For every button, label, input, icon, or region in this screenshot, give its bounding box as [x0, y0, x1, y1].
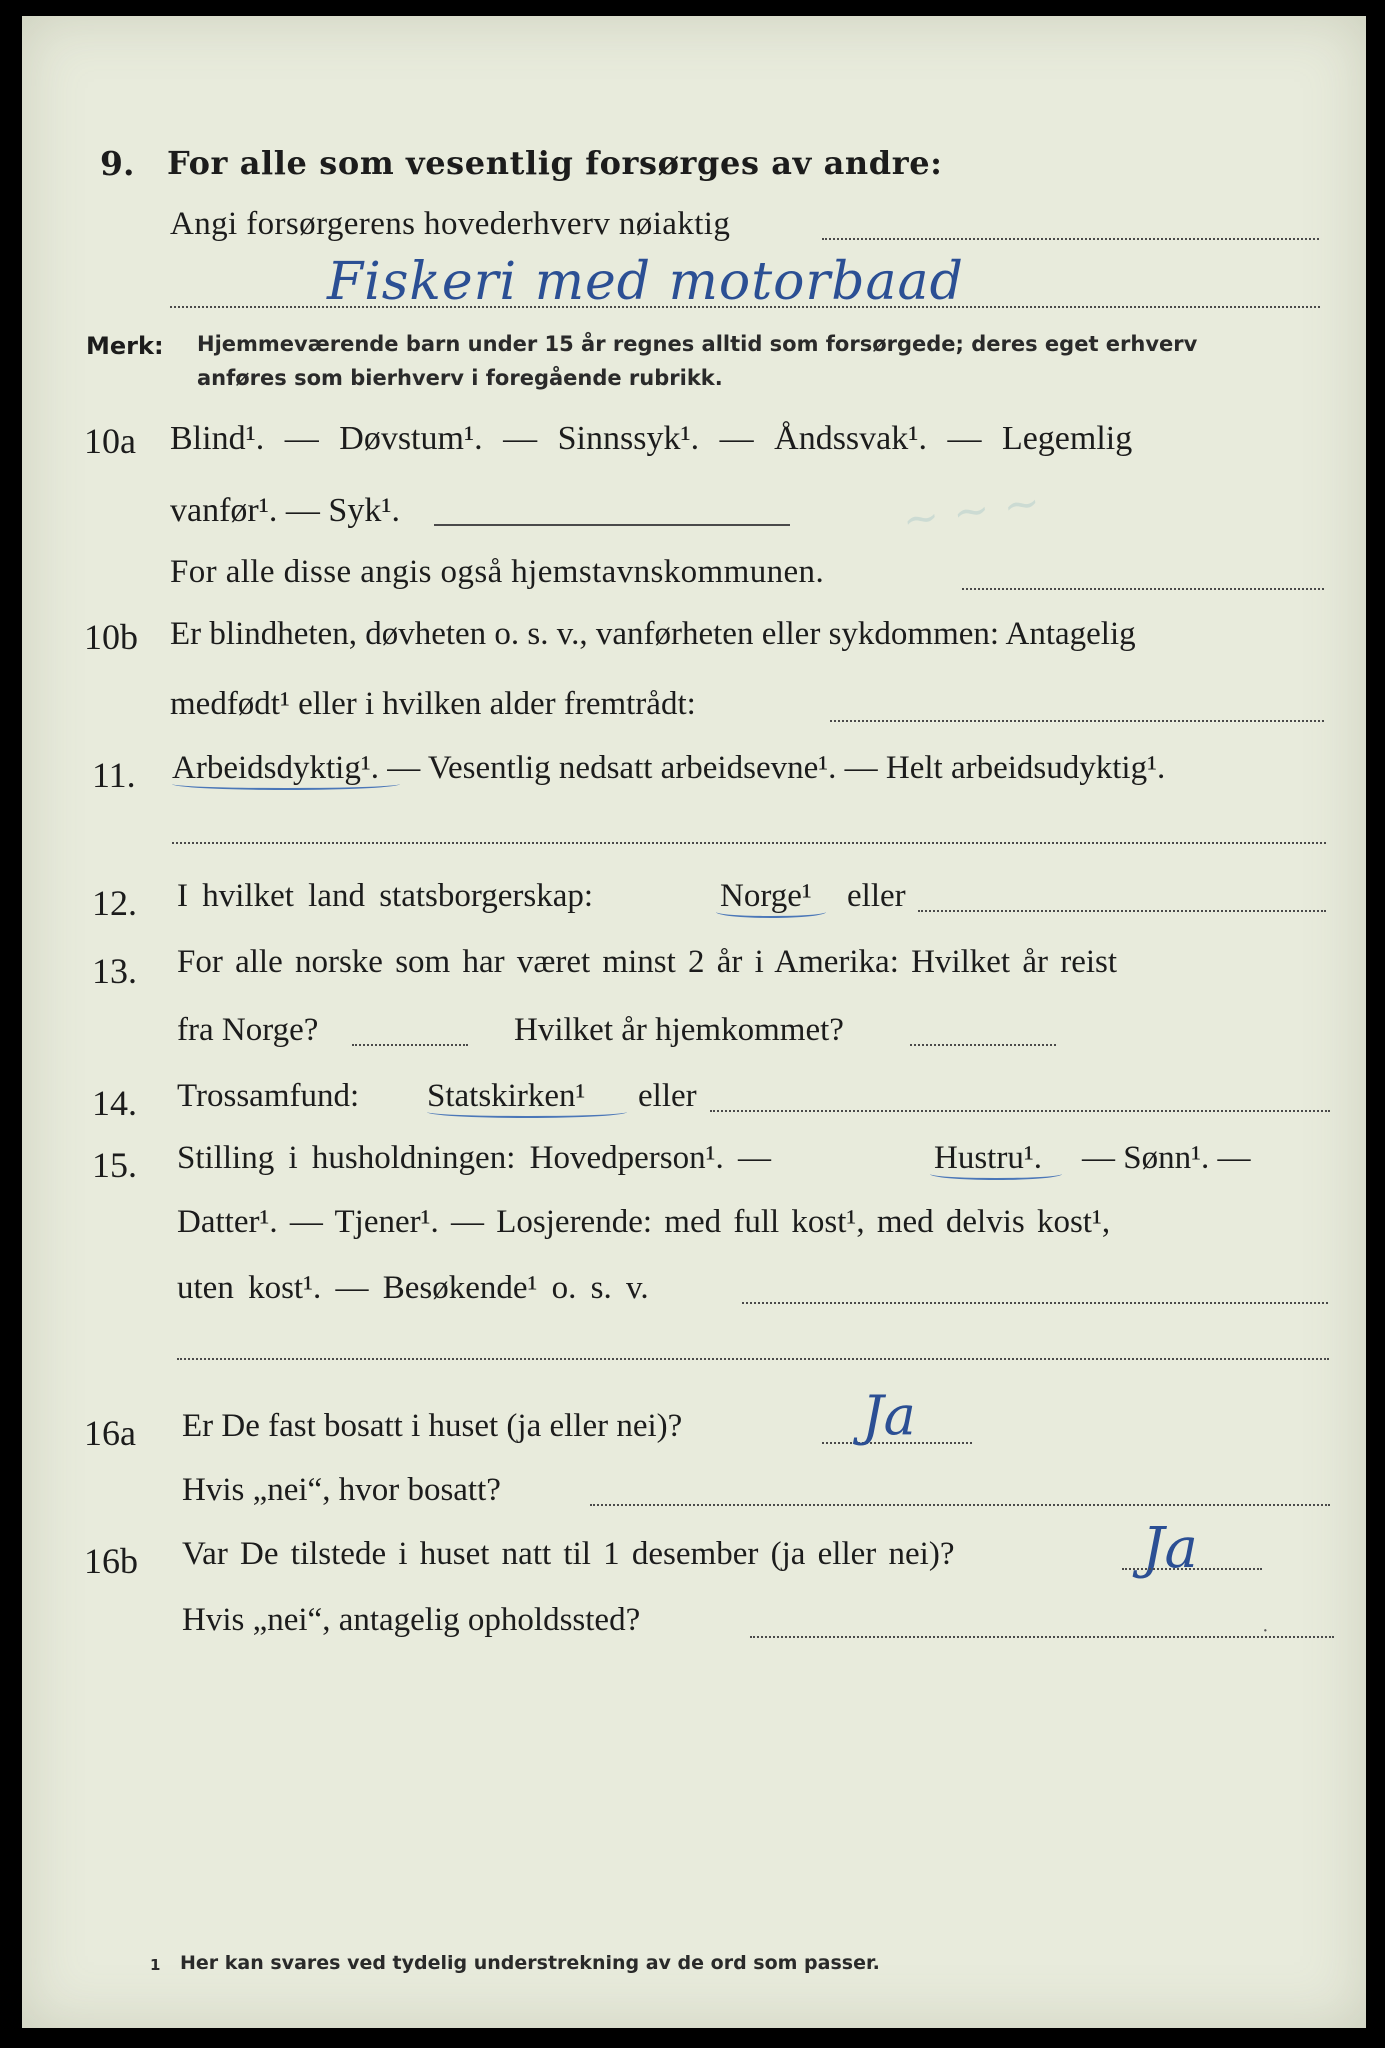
q14-part1: Trossamfund: [177, 1078, 360, 1114]
q13-line2b: Hvilket år hjemkommet? [514, 1012, 844, 1048]
q12-number: 12. [92, 883, 137, 923]
census-form-sheet [22, 16, 1366, 2028]
q12-eller: eller [847, 878, 906, 914]
q11-line1: Arbeidsdyktig¹. — Vesentlig nedsatt arbeidsevne¹. — Helt arbeidsudyktig¹. [172, 750, 1166, 786]
q16b-line2: Hvis „nei“, antagelig opholdssted? [182, 1602, 641, 1638]
q10a-line3-dots [962, 588, 1324, 590]
q16b-line1: Var De tilstede i huset natt til 1 desember (ja eller nei)? [182, 1536, 955, 1572]
q9-line1: For alle som vesentlig forsørges av andre: [167, 144, 943, 182]
q14-eller: eller [638, 1078, 697, 1114]
q10a-line2: vanfør¹. — Syk¹. [170, 492, 401, 529]
merk-line1: Hjemmeværende barn under 15 år regnes alltid som forsørgede; deres eget erhverv [197, 332, 1198, 356]
q14-statskirken: Statskirken¹ [427, 1078, 586, 1114]
q10a-line3: For alle disse angis også hjemstavnskommunen. [170, 554, 825, 590]
q16a-line2-dots [590, 1504, 1330, 1506]
q15-extra-dots [177, 1358, 1329, 1360]
q12-norge: Norge¹ [720, 878, 812, 914]
q15-line1a: Stilling i husholdningen: Hovedperson¹. — [177, 1140, 771, 1176]
q9-answer-dots [170, 306, 1320, 308]
q16b-line2-dots [750, 1636, 1334, 1638]
q14-number: 14. [92, 1083, 137, 1123]
q13-line2a: fra Norge? [177, 1012, 319, 1048]
q11-handwritten-underline [172, 778, 400, 790]
q10b-number: 10b [84, 617, 138, 657]
q14-handwritten-underline [427, 1106, 627, 1118]
q16b-answer-dots [1122, 1568, 1262, 1570]
q14-dots [710, 1110, 1330, 1112]
q15-number: 15. [92, 1145, 137, 1185]
q12-part1: I hvilket land statsborgerskap: [177, 878, 594, 914]
q10b-line2-dots [830, 720, 1324, 722]
footnote-mark: 1 [150, 1956, 161, 1974]
q16a-handwritten-answer: Ja [862, 1384, 916, 1447]
q15-line3-dots [742, 1302, 1328, 1304]
q13-number: 13. [92, 951, 137, 991]
q12-dots [918, 910, 1326, 912]
q15-line2: Datter¹. — Tjener¹. — Losjerende: med full kost¹, med delvis kost¹, [177, 1204, 1111, 1240]
q9-handwritten-answer: Fiskeri med motorbaad [327, 252, 964, 312]
q16a-number: 16a [84, 1413, 136, 1453]
q10a-line2-rule [434, 524, 790, 526]
footnote-text: Her kan svares ved tydelig understrekning av de ord som passer. [180, 1952, 880, 1974]
q13-year-return-dots [910, 1044, 1056, 1046]
q16a-line2: Hvis „nei“, hvor bosatt? [182, 1472, 501, 1508]
q15-line1c: — Sønn¹. — [1082, 1140, 1251, 1176]
q16b-handwritten-answer: Ja [1142, 1516, 1198, 1581]
q10a-line1: Blind¹. — Døvstum¹. — Sinnssyk¹. — Åndssvak¹. — Legemlig [170, 420, 1133, 457]
q9-line2-dots [822, 238, 1319, 240]
q15-hustru: Hustru¹. [934, 1140, 1042, 1176]
margin-dot: · [1262, 1620, 1269, 1642]
q9-number: 9. [100, 144, 135, 183]
q13-year-left-dots [352, 1044, 468, 1046]
q12-handwritten-underline [716, 906, 826, 918]
q10b-line1: Er blindheten, døvheten o. s. v., vanførheten eller sykdommen: Antagelig [170, 616, 1136, 652]
q15-line3: uten kost¹. — Besøkende¹ o. s. v. [177, 1270, 649, 1306]
q16a-line1: Er De fast bosatt i huset (ja eller nei)? [182, 1408, 683, 1444]
q11-answer-dots [172, 842, 1326, 844]
merk-line2: anføres som bierhverv i foregående rubrikk. [197, 366, 723, 390]
q11-number: 11. [92, 755, 136, 795]
q15-handwritten-underline [930, 1168, 1062, 1180]
q13-line1: For alle norske som har været minst 2 år i Amerika: Hvilket år reist [177, 944, 1118, 980]
q10a-number: 10a [84, 421, 136, 461]
bleed-through-marks: ~ ~ ~ [899, 476, 1044, 547]
merk-label: Merk: [86, 332, 164, 360]
q10b-line2: medfødt¹ eller i hvilken alder fremtrådt: [170, 686, 696, 722]
q16b-number: 16b [84, 1541, 138, 1581]
q9-line2: Angi forsørgerens hovederhverv nøiaktig [170, 206, 731, 242]
